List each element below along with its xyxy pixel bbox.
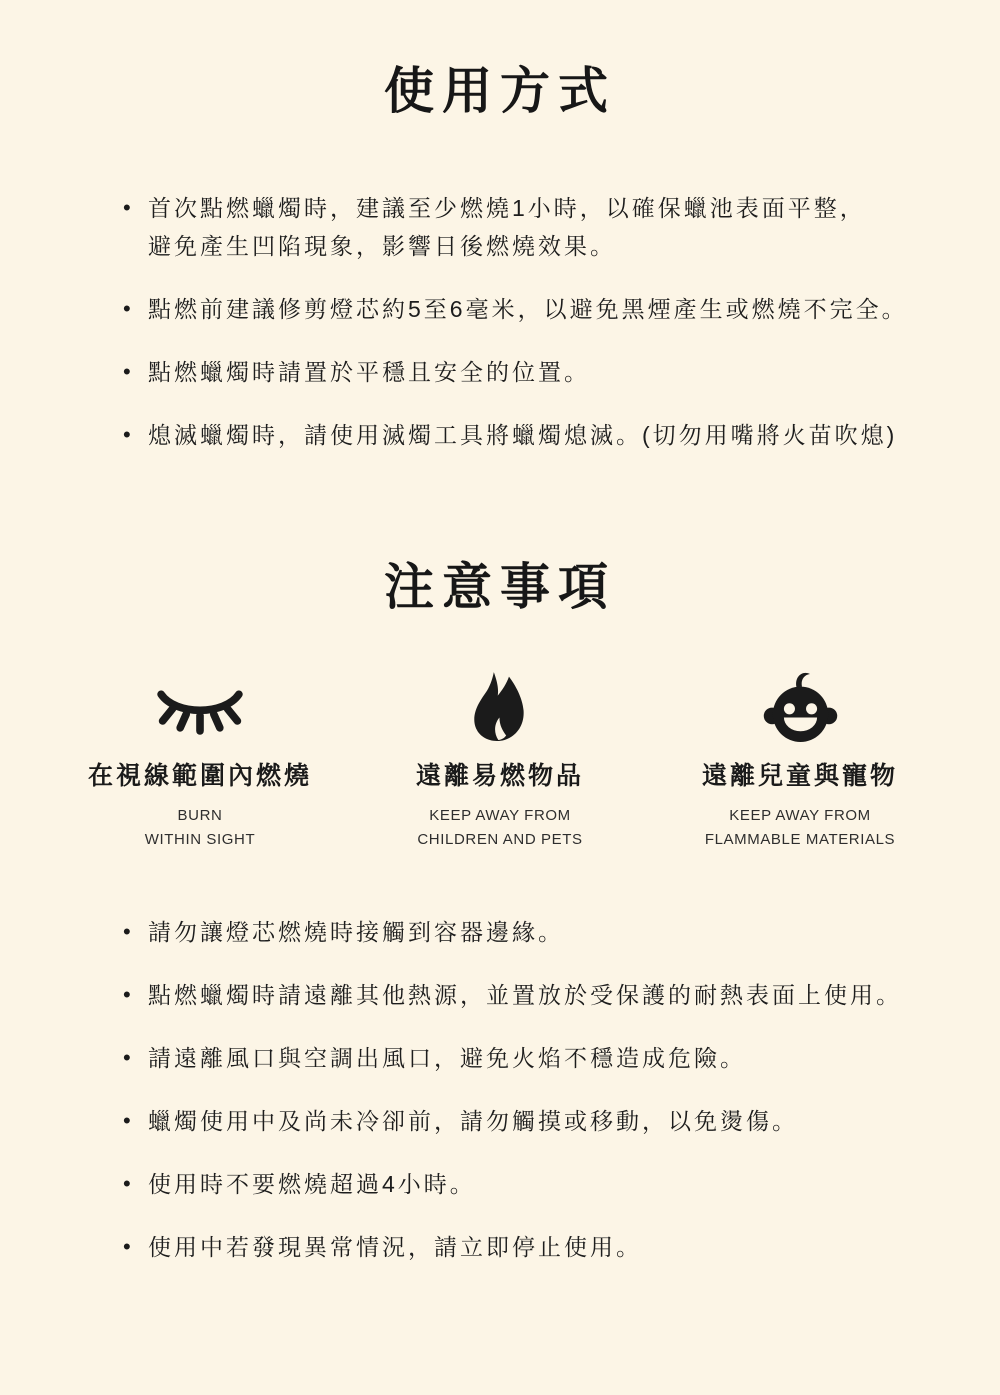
precaution-item-text: 請勿讓燈芯燃燒時接觸到容器邊緣。 <box>148 919 564 945</box>
precaution-list-item <box>121 1165 960 1203</box>
usage-item-text: 熄滅蠟燭時，請使用滅燭工具將蠟燭熄滅。(切勿用嘴將火苗吹熄) <box>148 422 898 448</box>
precautions-list <box>121 913 960 1266</box>
flame-icon <box>350 668 650 748</box>
precaution-list-item <box>121 1039 960 1077</box>
closed-eye-icon <box>50 668 350 748</box>
badge-label-en: BURN WITHIN SIGHT <box>144 807 256 848</box>
usage-list <box>121 189 960 454</box>
badge-burn-within-sight <box>50 668 350 852</box>
precautions-title: 注意事項 <box>384 559 616 615</box>
precaution-item-text: 使用中若發現異常情況，請立即停止使用。 <box>148 1234 642 1260</box>
usage-item-text: 點燃蠟燭時請置於平穩且安全的位置。 <box>148 359 590 385</box>
usage-title: 使用方式 <box>384 63 616 119</box>
baby-face-icon <box>650 668 950 748</box>
precaution-item-text: 蠟燭使用中及尚未冷卻前，請勿觸摸或移動，以免燙傷。 <box>148 1108 798 1134</box>
precaution-list-item <box>121 1228 960 1266</box>
usage-list-item <box>121 290 960 328</box>
badge-label-zh: 在視線範圍內燃燒 <box>87 762 312 790</box>
usage-list-item <box>121 353 960 391</box>
precaution-item-text: 點燃蠟燭時請遠離其他熱源，並置放於受保護的耐熱表面上使用。 <box>148 982 902 1008</box>
badge-keep-away-flammable <box>350 668 650 852</box>
usage-item-text: 首次點燃蠟燭時，建議至少燃燒1小時，以確保蠟池表面平整， 避免產生凹陷現象，影響日後燃燒效果。 <box>148 195 866 259</box>
usage-list-item <box>121 189 960 265</box>
precaution-list-item <box>121 976 960 1014</box>
badge-keep-away-children-pets <box>650 668 950 852</box>
precaution-list-item <box>121 1102 960 1140</box>
precaution-item-text: 請遠離風口與空調出風口，避免火焰不穩造成危險。 <box>148 1045 746 1071</box>
usage-item-text: 點燃前建議修剪燈芯約5至6毫米，以避免黑煙產生或燃燒不完全。 <box>148 296 908 322</box>
precaution-list-item <box>121 913 960 951</box>
badge-label-zh: 遠離兒童與寵物 <box>701 762 898 790</box>
badge-label-en: KEEP AWAY FROM FLAMMABLE MATERIALS <box>704 807 896 848</box>
badge-label-zh: 遠離易燃物品 <box>415 762 584 790</box>
precaution-item-text: 使用時不要燃燒超過4小時。 <box>148 1171 476 1197</box>
usage-list-item <box>121 416 960 454</box>
safety-badges-row <box>50 668 950 852</box>
badge-label-en: KEEP AWAY FROM CHILDREN AND PETS <box>417 807 583 848</box>
